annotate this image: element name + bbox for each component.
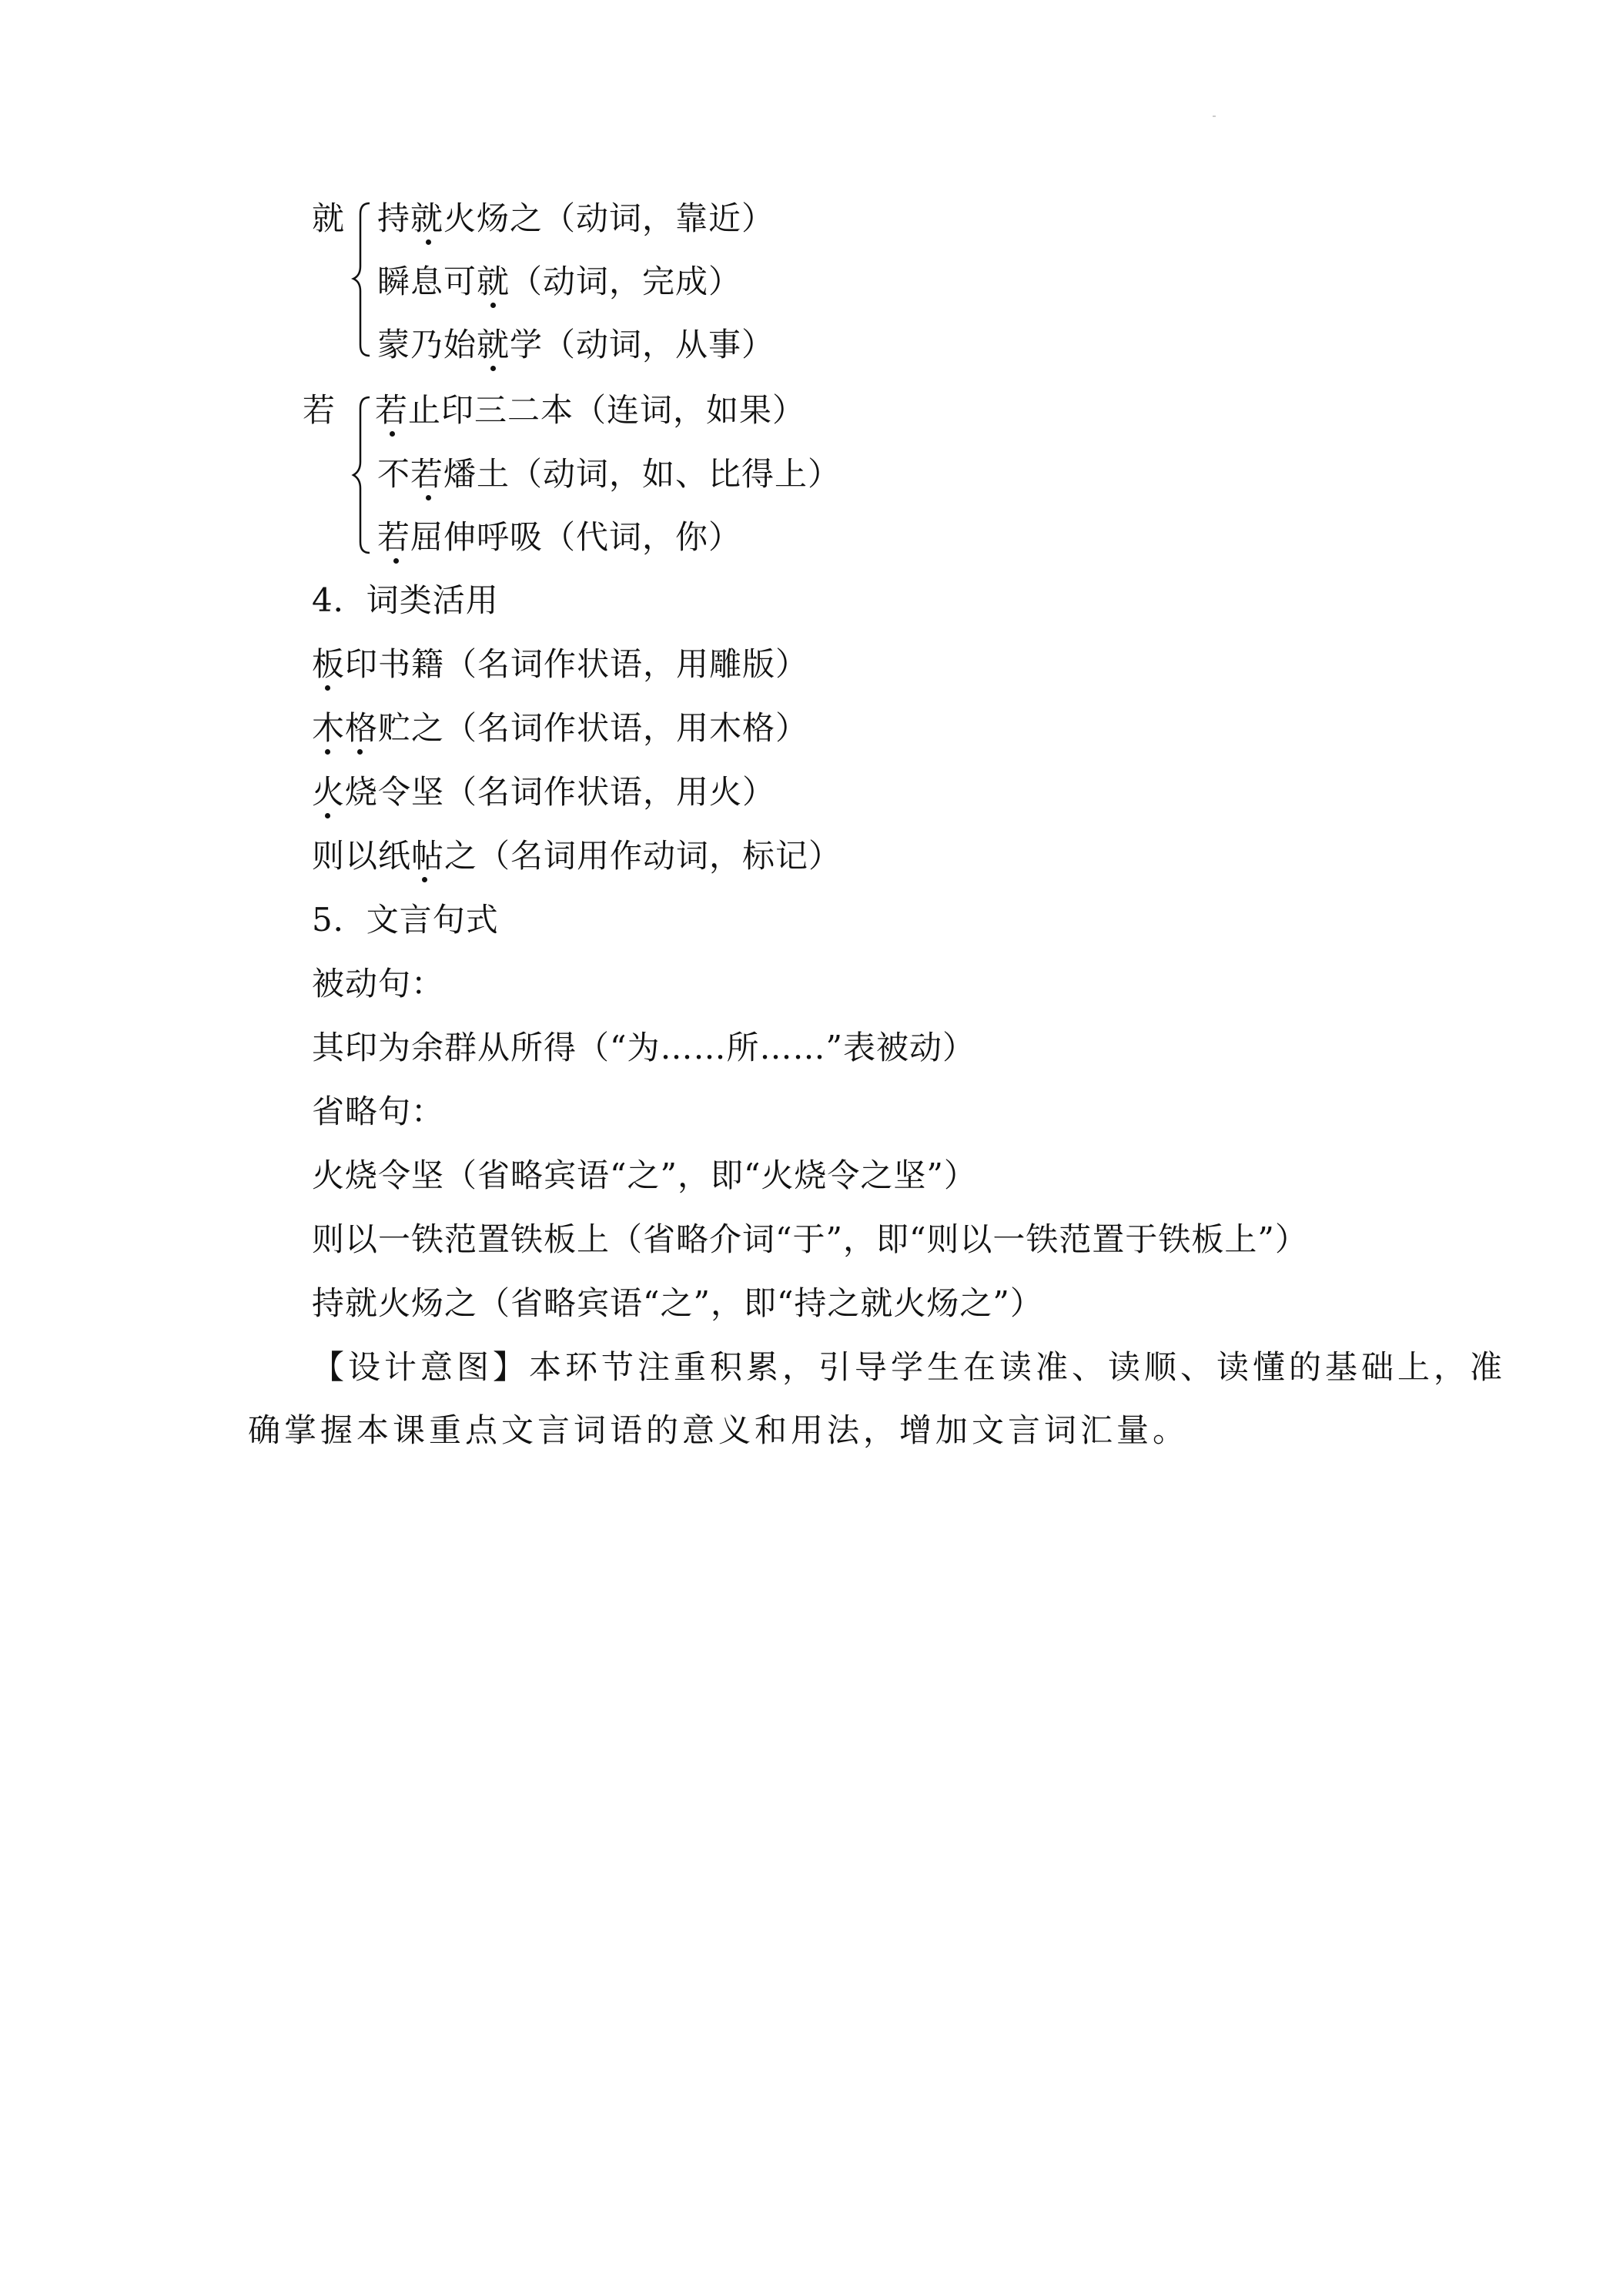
polysemy-head-jiu: 就 (312, 199, 345, 237)
sentence-line: 其印为余群从所得（“为……所……”表被动） (312, 1029, 975, 1066)
usage-line: 火烧令坚（名词作状语，用火） (312, 773, 776, 811)
sentence-line: 持就火炀之（省略宾语“之”，即“持之就火炀之”） (312, 1284, 1043, 1322)
polysemy-item: 持就火炀之（动词，靠近） (377, 199, 775, 237)
design-intent-line: 确掌握本课重点文言词语的意义和用法，增加文言词汇量。 (248, 1411, 1190, 1449)
polysemy-item: 若屈伸呼吸（代词，你） (377, 518, 742, 556)
emphasis-dot (490, 303, 496, 308)
emphasis-dot (422, 877, 427, 882)
polysemy-item: 若止印三二本（连词，如果） (375, 391, 806, 429)
emphasis-dot (393, 558, 399, 564)
emphasis-dot (325, 749, 330, 755)
brace-jiu (351, 199, 374, 360)
emphasis-dot (325, 685, 330, 691)
sentence-type-label: 省略句： (312, 1093, 445, 1130)
usage-line: 木格贮之（名词作状语，用木格） (312, 709, 809, 747)
emphasis-dot (357, 749, 363, 755)
emphasis-dot (325, 813, 330, 818)
emphasis-dot (426, 239, 431, 245)
usage-line: 板印书籍（名词作状语，用雕版） (312, 645, 809, 683)
sentence-type-label: 被动句： (312, 965, 445, 1002)
emphasis-dot (490, 366, 496, 371)
sentence-line: 则以一铁范置铁板上（省略介词“于”，即“则以一铁范置于铁板上”） (312, 1220, 1308, 1258)
brace-ruo (351, 393, 374, 558)
design-intent-line: 【设计意图】本环节注重积累，引导学生在读准、读顺、读懂的基础上，准 (312, 1348, 1507, 1386)
polysemy-head-ruo: 若 (303, 391, 336, 429)
scan-speck (1213, 115, 1216, 117)
polysemy-item: 蒙乃始就学（动词，从事） (377, 326, 775, 363)
usage-line: 则以纸帖之（名词用作动词，标记） (312, 837, 842, 875)
polysemy-item: 不若燔土（动词，如、比得上） (377, 455, 842, 493)
emphasis-dot (390, 431, 395, 437)
section-heading: 5．文言句式 (312, 901, 499, 939)
emphasis-dot (426, 495, 431, 500)
section-heading: 4．词类活用 (312, 581, 499, 619)
polysemy-item: 瞬息可就（动词，完成） (377, 263, 742, 300)
sentence-line: 火烧令坚（省略宾语“之”，即“火烧令之坚”） (312, 1156, 977, 1194)
